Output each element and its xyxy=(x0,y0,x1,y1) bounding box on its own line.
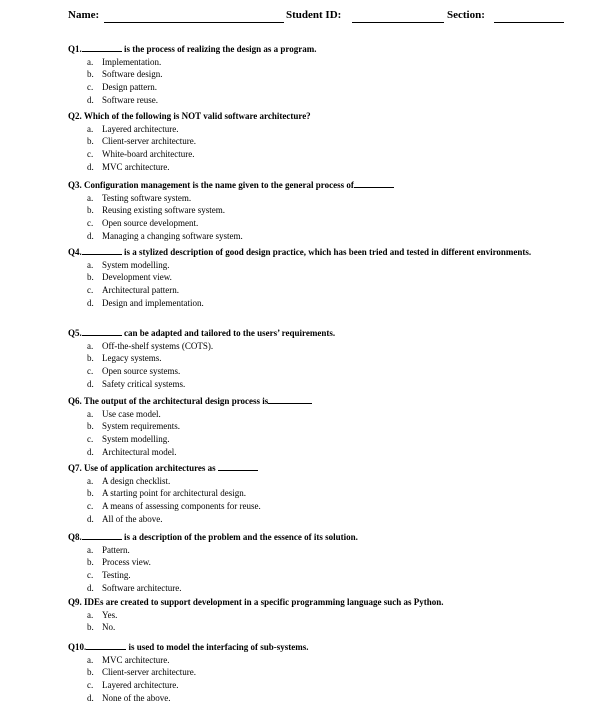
question-text: IDEs are created to support development in a specific programming language such as Python. xyxy=(84,597,444,607)
question-text: Use of application architectures as xyxy=(84,463,216,473)
question-3 xyxy=(68,178,563,242)
option[interactable]: b. Process view. xyxy=(87,557,151,568)
question-number: Q9. xyxy=(68,597,82,607)
question-1 xyxy=(68,42,563,106)
option[interactable]: d. Managing a changing software system. xyxy=(87,230,243,241)
option[interactable]: c. System modelling. xyxy=(87,434,170,444)
option[interactable]: d. Software reuse. xyxy=(87,94,158,105)
student-id-field[interactable] xyxy=(352,22,444,23)
option[interactable]: c. Open source development. xyxy=(87,218,199,228)
question-number: Q4. xyxy=(68,247,82,257)
question-number: Q2. xyxy=(68,111,82,121)
answer-blank xyxy=(218,461,258,471)
question-text: is a description of the problem and the essence of its solution. xyxy=(124,532,358,542)
question-8 xyxy=(68,530,563,594)
option[interactable]: d. Design and implementation. xyxy=(87,297,204,308)
option[interactable]: c. A means of assessing components for reuse. xyxy=(87,501,261,511)
name-field[interactable] xyxy=(104,22,284,23)
question-2 xyxy=(68,111,563,173)
option[interactable]: c. White-board architecture. xyxy=(87,149,195,159)
option[interactable]: b. Client-server architecture. xyxy=(87,136,196,147)
question-text: Configuration management is the name given to the general process of xyxy=(84,180,354,190)
name-label: Name: xyxy=(68,9,100,21)
answer-blank xyxy=(86,640,126,650)
option[interactable]: b. Development view. xyxy=(87,272,172,283)
question-number: Q10. xyxy=(68,642,87,652)
question-text: is used to model the interfacing of sub-systems. xyxy=(128,642,309,652)
option[interactable]: c. Open source systems. xyxy=(87,366,181,376)
question-text: is the process of realizing the design as a program. xyxy=(124,44,317,54)
option[interactable]: d. None of the above. xyxy=(87,692,171,703)
question-text: The output of the architectural design process is xyxy=(83,396,269,406)
option[interactable]: a. Off-the-shelf systems (COTS). xyxy=(87,340,214,351)
header xyxy=(68,9,563,27)
answer-blank xyxy=(82,326,122,336)
option[interactable]: a. Layered architecture. xyxy=(87,123,179,134)
section-label: Section: xyxy=(447,9,485,21)
question-6 xyxy=(68,394,563,458)
question-5 xyxy=(68,326,563,390)
option[interactable]: b. A starting point for architectural design. xyxy=(87,488,246,499)
question-10 xyxy=(68,640,563,704)
answer-blank xyxy=(354,178,394,188)
option[interactable]: a. Testing software system. xyxy=(87,192,192,203)
student-id-label: Student ID: xyxy=(286,9,342,21)
option[interactable]: b. No. xyxy=(87,622,116,633)
question-text: can be adapted and tailored to the users’ requirements. xyxy=(124,328,336,338)
answer-blank xyxy=(82,530,122,540)
section-field[interactable] xyxy=(494,22,564,23)
question-number: Q6. xyxy=(68,396,82,406)
option[interactable]: c. Testing. xyxy=(87,570,131,580)
question-number: Q7. xyxy=(68,463,82,473)
option[interactable]: a. System modelling. xyxy=(87,259,170,270)
question-7 xyxy=(68,461,563,525)
option[interactable]: a. Pattern. xyxy=(87,544,130,555)
option[interactable]: b. Software design. xyxy=(87,69,163,80)
option[interactable]: d. Software architecture. xyxy=(87,582,182,593)
question-text: is a stylized description of good design practice, which has been tried and tested in different environments. xyxy=(124,247,532,257)
option[interactable]: c. Architectural pattern. xyxy=(87,285,179,295)
option[interactable]: b. Client-server architecture. xyxy=(87,667,196,678)
question-number: Q8. xyxy=(68,532,82,542)
answer-blank xyxy=(82,245,122,255)
option[interactable]: a. MVC architecture. xyxy=(87,654,170,665)
question-9 xyxy=(68,597,563,634)
option[interactable]: d. MVC architecture. xyxy=(87,161,170,172)
option[interactable]: b. System requirements. xyxy=(87,421,180,432)
option[interactable]: a. A design checklist. xyxy=(87,475,171,486)
question-number: Q1. xyxy=(68,44,82,54)
option[interactable]: a. Yes. xyxy=(87,609,118,620)
option[interactable]: a. Use case model. xyxy=(87,408,161,419)
option[interactable]: d. All of the above. xyxy=(87,513,163,524)
question-number: Q3. xyxy=(68,180,82,190)
question-4 xyxy=(68,245,563,309)
option[interactable]: d. Architectural model. xyxy=(87,446,177,457)
option[interactable]: b. Reusing existing software system. xyxy=(87,205,225,216)
answer-blank xyxy=(268,394,312,404)
option[interactable]: a. Implementation. xyxy=(87,56,162,67)
option[interactable]: c. Design pattern. xyxy=(87,82,157,92)
option[interactable]: b. Legacy systems. xyxy=(87,353,162,364)
option[interactable]: c. Layered architecture. xyxy=(87,680,179,690)
answer-blank xyxy=(82,42,122,52)
question-text: Which of the following is NOT valid software architecture? xyxy=(83,111,311,121)
question-number: Q5. xyxy=(68,328,82,338)
option[interactable]: d. Safety critical systems. xyxy=(87,378,186,389)
